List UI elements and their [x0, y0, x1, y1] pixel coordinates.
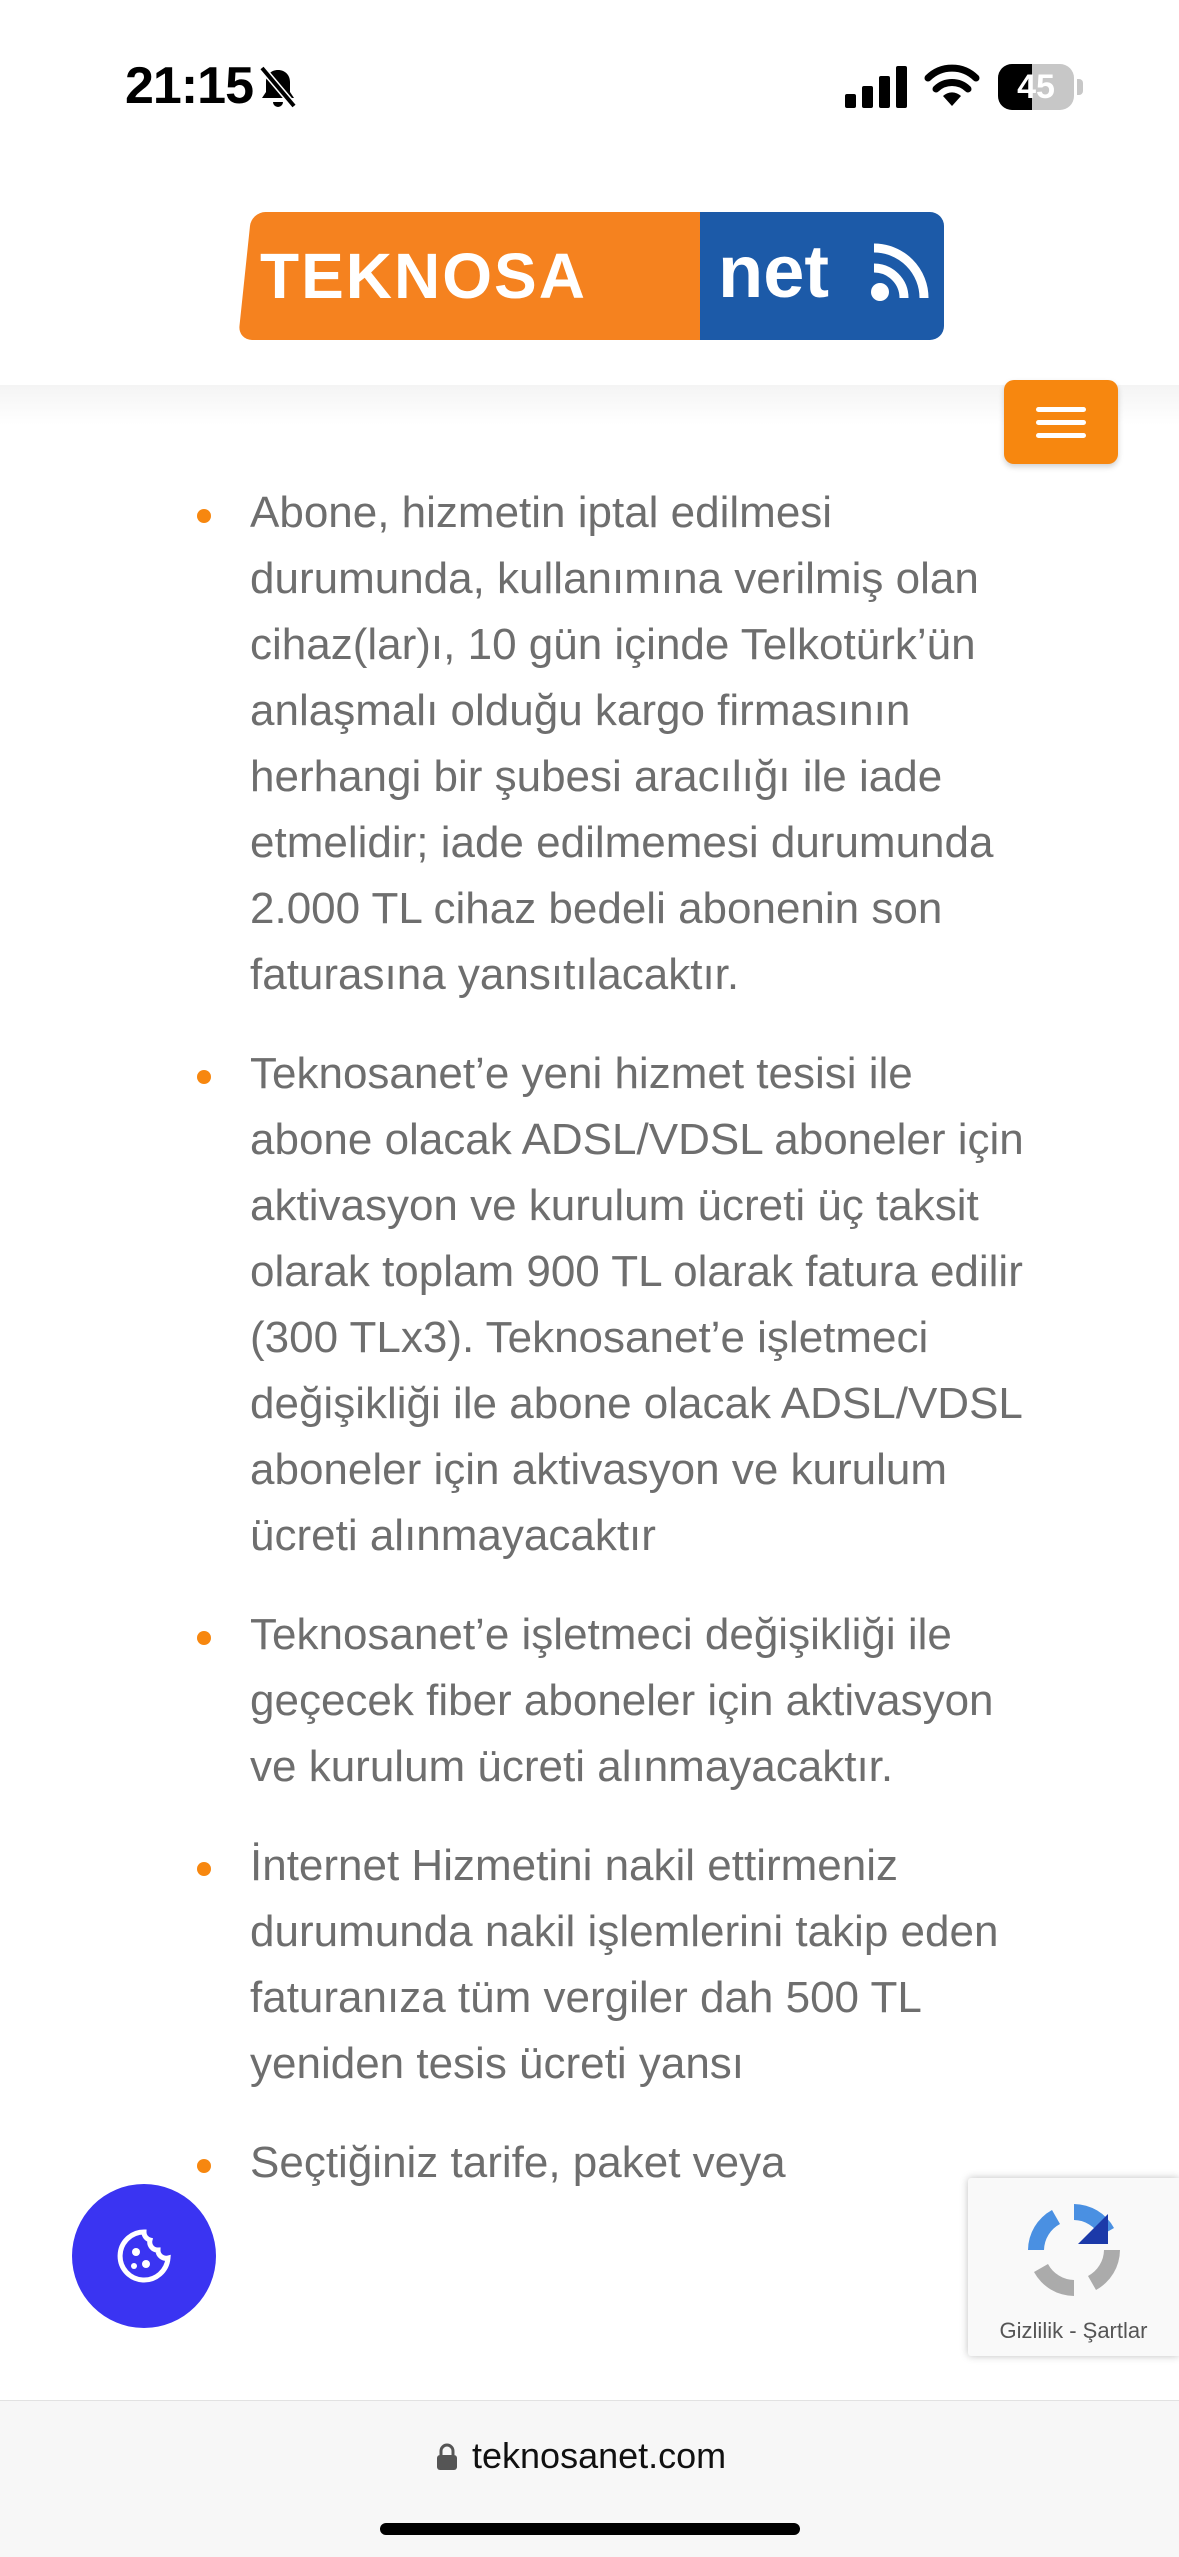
logo-text-teknosa: TEKNOSA	[260, 240, 587, 312]
list-item-text: İnternet Hizmetini nakil ettirmeniz durumunda nakil işlemlerini takip eden faturanıza tüm vergiler dah 500 TL yeniden tesis ücreti yansı	[250, 1841, 999, 2088]
menu-bar-icon	[1036, 420, 1086, 425]
hamburger-menu-button[interactable]	[1004, 380, 1118, 464]
terms-list	[0, 480, 1040, 2229]
battery-level: 45	[1017, 68, 1055, 106]
list-item	[0, 1833, 1040, 2097]
bullet-dot-icon	[197, 2159, 211, 2173]
cellular-signal-icon	[845, 66, 907, 108]
lock-icon	[436, 2443, 458, 2471]
header-shadow	[0, 385, 1179, 425]
menu-bar-icon	[1036, 407, 1086, 412]
url-text[interactable]: teknosanet.com	[472, 2435, 727, 2476]
cookie-settings-button[interactable]	[72, 2184, 216, 2328]
wifi-icon	[924, 62, 980, 108]
bullet-dot-icon	[197, 1070, 211, 1084]
menu-bar-icon	[1036, 433, 1086, 438]
bullet-dot-icon	[197, 509, 211, 523]
list-item-text: Abone, hizmetin iptal edilmesi durumunda, kullanımına verilmiş olan cihaz(lar)ı, 10 gün içinde Telkotürk’ün anlaşmalı olduğu kargo firmasının herhangi bir şubesi aracılığı ile iade etmelidir; iade edilmemesi durumunda 2.000 TL cihaz bedeli abonenin son faturasına yansıtılacaktır.	[250, 488, 994, 999]
bullet-dot-icon	[197, 1862, 211, 1876]
teknosanet-logo[interactable]	[238, 212, 944, 340]
recaptcha-icon	[1018, 2194, 1130, 2306]
list-item	[0, 1041, 1040, 1569]
home-indicator	[380, 2523, 800, 2535]
recaptcha-badge[interactable]	[968, 2178, 1179, 2356]
terms-content	[0, 480, 1179, 2400]
logo-text-net: net	[718, 230, 829, 313]
battery-icon	[998, 64, 1084, 110]
list-item	[0, 480, 1040, 1008]
list-item	[0, 1602, 1040, 1800]
status-bar	[0, 0, 1179, 160]
list-item-text: Teknosanet’e yeni hizmet tesisi ile abone olacak ADSL/VDSL aboneler için aktivasyon ve kurulum ücreti üç taksit olarak toplam 900 TL olarak fatura edilir (300 TLx3). Teknosanet’e işletmeci değişikliği ile abone olacak ADSL/VDSL aboneler için aktivasyon ve kurulum ücreti alınmayacaktır	[250, 1049, 1024, 1560]
address-bar[interactable]	[0, 2400, 1179, 2557]
site-header	[0, 160, 1179, 385]
list-item-text: Teknosanet’e işletmeci değişikliği ile geçecek fiber aboneler için aktivasyon ve kurulum ücreti alınmayacaktır.	[250, 1610, 994, 1791]
status-time: 21:15	[125, 57, 253, 115]
list-item-text: Seçtiğiniz tarife, paket veya	[250, 2138, 786, 2187]
cookie-icon	[116, 2228, 172, 2284]
bell-slash-icon	[256, 64, 300, 110]
rss-icon	[868, 240, 932, 304]
recaptcha-links[interactable]: Gizlilik - Şartlar	[999, 2318, 1148, 2343]
bullet-dot-icon	[197, 1631, 211, 1645]
